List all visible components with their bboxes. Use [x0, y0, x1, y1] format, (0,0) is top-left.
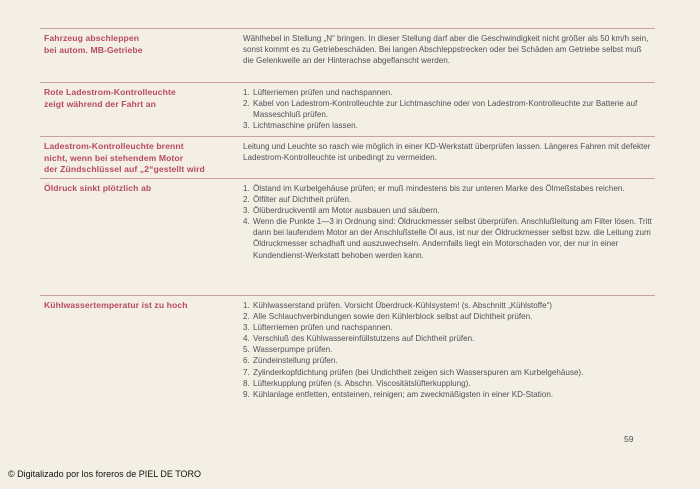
- item-number: 1.: [243, 88, 250, 97]
- item-number: 3.: [243, 206, 250, 216]
- item-number: 6.: [243, 356, 250, 366]
- issue-heading-towing: [44, 33, 229, 56]
- list-item: [243, 389, 653, 400]
- list-item: [243, 194, 653, 205]
- item-number: 3.: [243, 323, 250, 333]
- item-number: 8.: [243, 378, 250, 388]
- remedy-list-charge-light-on: [243, 87, 653, 131]
- issue-heading-charge-light-on: [44, 87, 229, 110]
- issue-line: Rote Ladestrom-Kontrolleuchte: [44, 87, 176, 97]
- separator-rule: [40, 82, 655, 83]
- item-number: 1.: [243, 184, 250, 193]
- item-number: 5.: [243, 345, 250, 355]
- item-number: 1.: [243, 301, 250, 310]
- item-number: 2.: [243, 195, 250, 205]
- item-text: Lichtmaschine prüfen lassen.: [253, 121, 358, 131]
- item-number: 2.: [243, 99, 250, 109]
- issue-line: Öldruck sinkt plötzlich ab: [44, 183, 152, 193]
- issue-heading-charge-light-off: [44, 141, 229, 176]
- issue-line: Fahrzeug abschleppen: [44, 33, 140, 43]
- item-text: Lüfterriemen prüfen und nachspannen.: [253, 88, 393, 97]
- issue-line: nicht, wenn bei stehendem Motor: [44, 152, 184, 163]
- remedy-paragraph: Wählhebel in Stellung „N“ bringen. In dieser Stellung darf aber die Geschwindigkeit nicht größer als 50 km/h sein, sonst kommt es zu Getriebeschäden. Bei langen Abschleppstrecken oder bei Schäden am Getriebe selbst muß die Gelenkwelle an der Hinterachse abgeflanscht werden.: [243, 34, 649, 66]
- item-text: Wenn die Punkte 1—3 in Ordnung sind: Öldruckmesser selbst überprüfen. Anschlußleitung am Filter lösen. Tritt dann bei laufendem Motor an der Anschlußstelle Öl aus, ist nur der Öldruckmesser selbst bzw. die Leitung zum Öldruckmesser schadhaft und auszuwechseln. Andernfalls liegt ein Motorschaden vor, der nur in einer Kundendienst-Werkstatt behoben werden kann.: [253, 217, 652, 260]
- remedy-paragraph: Leitung und Leuchte so rasch wie möglich in einer KD-Werkstatt überprüfen lassen. Längeres Fahren mit defekter Ladestrom-Kontrolleuchte ist unbedingt zu vermeiden.: [243, 142, 651, 163]
- issue-line: zeigt während der Fahrt an: [44, 98, 156, 109]
- remedy-list-coolant-temperature: [243, 300, 653, 400]
- list-item: [243, 183, 653, 194]
- list-item: [243, 344, 653, 355]
- item-number: 9.: [243, 389, 250, 399]
- remedy-list-oil-pressure: [243, 183, 653, 261]
- remedy-text-towing: [243, 33, 653, 66]
- issue-line: Ladestrom-Kontrolleuchte brennt: [44, 141, 184, 151]
- issue-line: der Zündschlüssel auf „2“gestellt wird: [44, 164, 205, 174]
- list-item: [243, 120, 653, 131]
- separator-rule: [40, 178, 655, 179]
- list-item: [243, 355, 653, 366]
- item-text: Ölüberdruckventil am Motor ausbauen und säubern.: [253, 206, 440, 216]
- list-item: [243, 205, 653, 216]
- item-text: Kühlwasserstand prüfen. Vorsicht Überdruck-Kühlsystem! (s. Abschnitt „Kühlstoffe“): [253, 301, 552, 310]
- list-item: [243, 333, 653, 344]
- scan-credit: © Digitalizado por los foreros de PIEL DE TORO: [8, 469, 202, 479]
- item-number: 4.: [243, 217, 250, 227]
- item-number: 7.: [243, 367, 250, 377]
- list-item: [243, 98, 653, 120]
- item-text: Ölstand im Kurbelgehäuse prüfen; er muß mindestens bis zur unteren Marke des Ölmeßstabes reichen.: [253, 184, 625, 193]
- separator-rule: [40, 136, 655, 137]
- item-text: Kabel von Ladestrom-Kontrolleuchte zur Lichtmaschine oder von Ladestrom-Kontrolleuchte zur Batterie auf Masseschluß prüfen.: [253, 99, 638, 120]
- list-item: [243, 367, 653, 378]
- separator-rule: [40, 295, 655, 296]
- item-text: Lüfterkupplung prüfen (s. Abschn. Viscositätslüfterkupplung).: [253, 378, 471, 388]
- list-item: [243, 216, 653, 260]
- list-item: [243, 378, 653, 389]
- item-number: 4.: [243, 334, 250, 344]
- page-number: 59: [624, 434, 634, 444]
- item-number: 2.: [243, 312, 250, 322]
- item-text: Wasserpumpe prüfen.: [253, 345, 333, 355]
- item-text: Kühlanlage entfetten, entsteinen, reinigen; am zweckmäßigsten in einer KD-Station.: [253, 389, 554, 399]
- item-text: Lüfterriemen prüfen und nachspannen.: [253, 323, 393, 333]
- issue-line: Kühlwassertemperatur ist zu hoch: [44, 300, 188, 310]
- remedy-text-charge-light-off: [243, 141, 653, 163]
- item-text: Zylinderkopfdichtung prüfen (bei Undichtheit zeigen sich Wasserspuren am Kurbelgehäuse).: [253, 367, 584, 377]
- item-text: Verschluß des Kühlwassereinfüllstutzens auf Dichtheit prüfen.: [253, 334, 475, 344]
- list-item: [243, 87, 653, 98]
- list-item: [243, 322, 653, 333]
- item-text: Zündeinstellung prüfen.: [253, 356, 338, 366]
- list-item: [243, 311, 653, 322]
- issue-heading-coolant-temperature: [44, 300, 229, 312]
- issue-heading-oil-pressure: [44, 183, 229, 195]
- list-item: [243, 300, 653, 311]
- issue-line: bei autom. MB-Getriebe: [44, 44, 143, 55]
- item-number: 3.: [243, 121, 250, 131]
- item-text: Ölfilter auf Dichtheit prüfen.: [253, 195, 352, 205]
- separator-rule: [40, 28, 655, 29]
- item-text: Alle Schlauchverbindungen sowie den Kühlerblock selbst auf Dichtheit prüfen.: [253, 312, 533, 322]
